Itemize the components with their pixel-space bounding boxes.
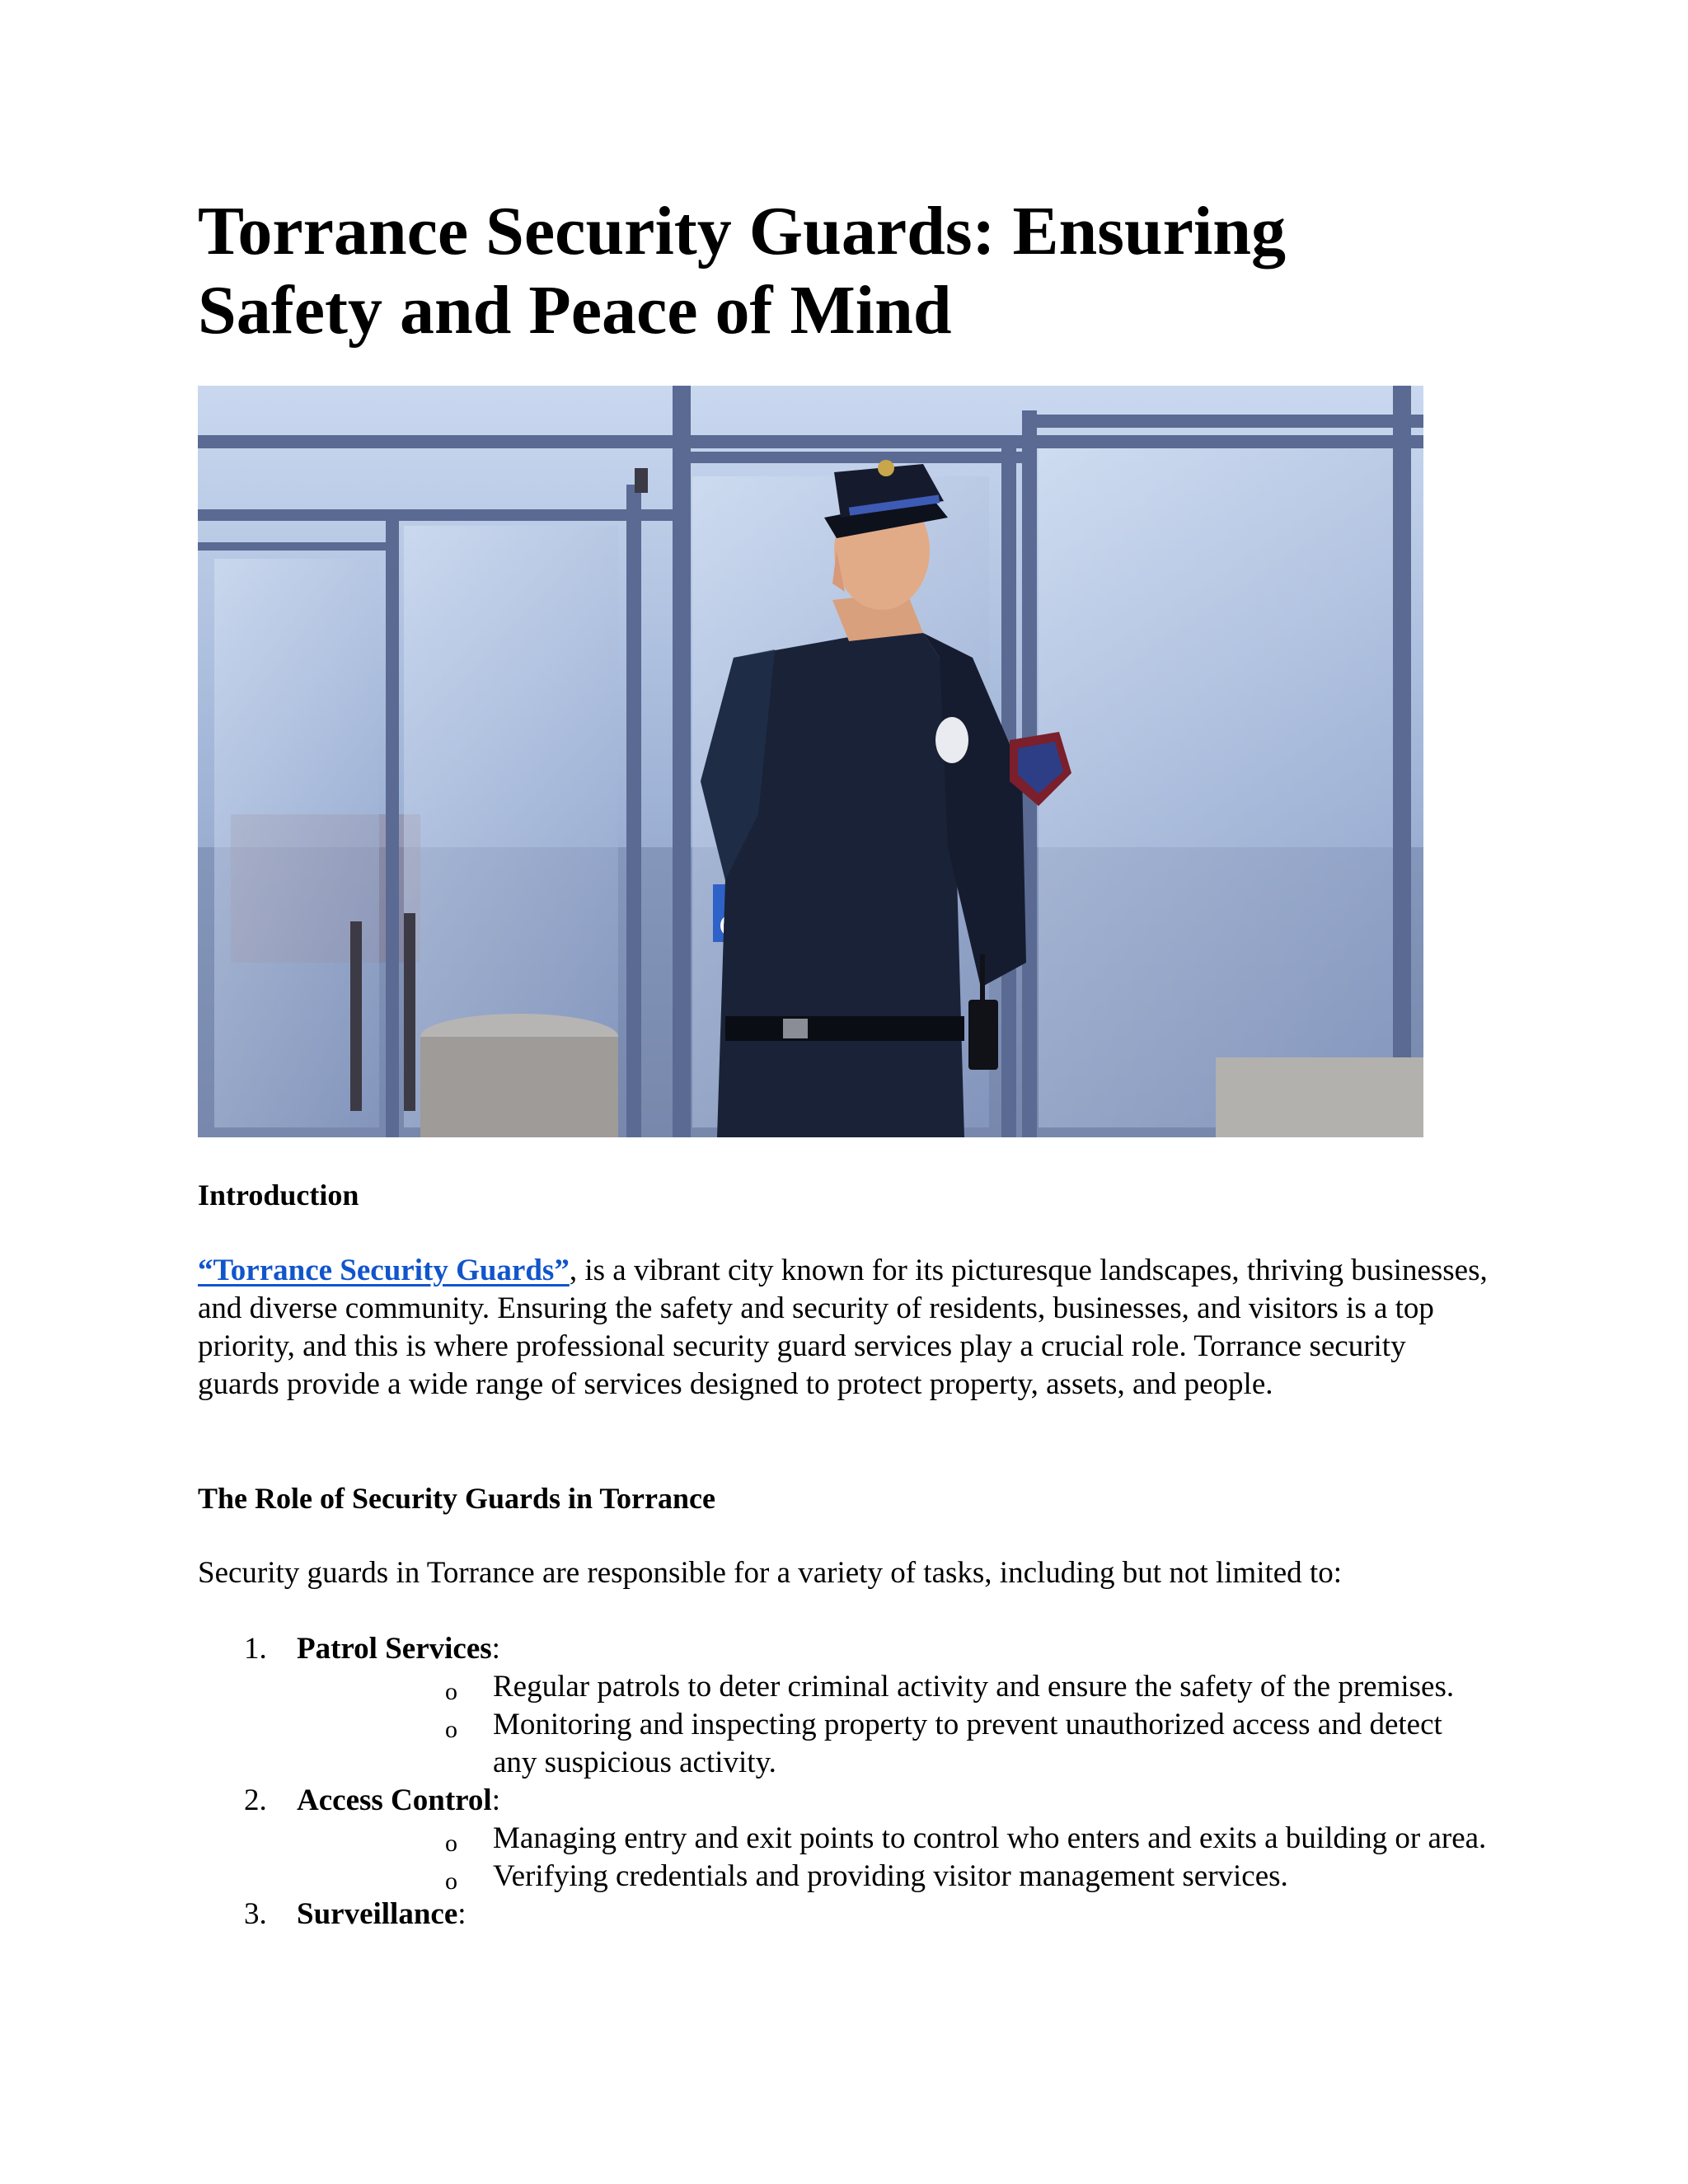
sub-list-item	[297, 1706, 1492, 1782]
sub-list-item	[297, 1820, 1492, 1858]
circle-bullet-icon: o	[445, 1678, 457, 1705]
introduction-heading: Introduction	[198, 1179, 359, 1212]
list-item-colon: :	[491, 1632, 500, 1666]
services-list	[198, 1630, 1492, 1933]
sub-list-item	[297, 1668, 1492, 1706]
page-title: Torrance Security Guards: Ensuring Safety and Peace of Mind	[198, 193, 1286, 349]
circle-bullet-icon: o	[445, 1868, 457, 1895]
sub-list-item-text: Verifying credentials and providing visitor management services.	[493, 1859, 1288, 1893]
circle-bullet-icon: o	[445, 1830, 457, 1857]
sub-list-item	[297, 1858, 1492, 1896]
sub-list-item-text: Regular patrols to deter criminal activity and ensure the safety of the premises.	[493, 1670, 1455, 1704]
sub-list-item-text: Monitoring and inspecting property to prevent unauthorized access and detect any suspicious activity.	[493, 1708, 1442, 1779]
hero-image-security-guard	[198, 386, 1423, 1137]
list-item-title: Surveillance	[297, 1897, 458, 1931]
list-item-colon: :	[491, 1783, 500, 1817]
role-paragraph: Security guards in Torrance are responsible for a variety of tasks, including but not limited to:	[198, 1556, 1342, 1590]
list-item-number: 1.	[244, 1632, 267, 1666]
role-heading: The Role of Security Guards in Torrance	[198, 1482, 715, 1515]
list-item-colon: :	[457, 1897, 467, 1931]
sub-list-item-text: Managing entry and exit points to control who enters and exits a building or area.	[493, 1821, 1487, 1855]
list-item-number: 2.	[244, 1783, 267, 1817]
list-item-title: Patrol Services	[297, 1632, 492, 1666]
list-item-title: Access Control	[297, 1783, 492, 1817]
torrance-security-guards-link[interactable]: “Torrance Security Guards”	[198, 1254, 570, 1287]
list-item-access-control	[198, 1782, 1492, 1896]
circle-bullet-icon: o	[445, 1716, 457, 1743]
list-item-patrol-services	[198, 1630, 1492, 1782]
list-item-number: 3.	[244, 1897, 267, 1931]
sub-list	[297, 1820, 1492, 1896]
introduction-body: , is a vibrant city known for its picturesque landscapes, thriving businesses, and diverse community. Ensuring the safety and security of residents, businesses, and visitors is a top priority, and this is where professional security guard services play a crucial role. Torrance security guards provide a wide range of services designed to protect property, assets, and people.	[198, 1254, 1488, 1401]
sub-list	[297, 1668, 1492, 1782]
introduction-paragraph	[198, 1252, 1492, 1404]
list-item-surveillance	[198, 1896, 1492, 1933]
